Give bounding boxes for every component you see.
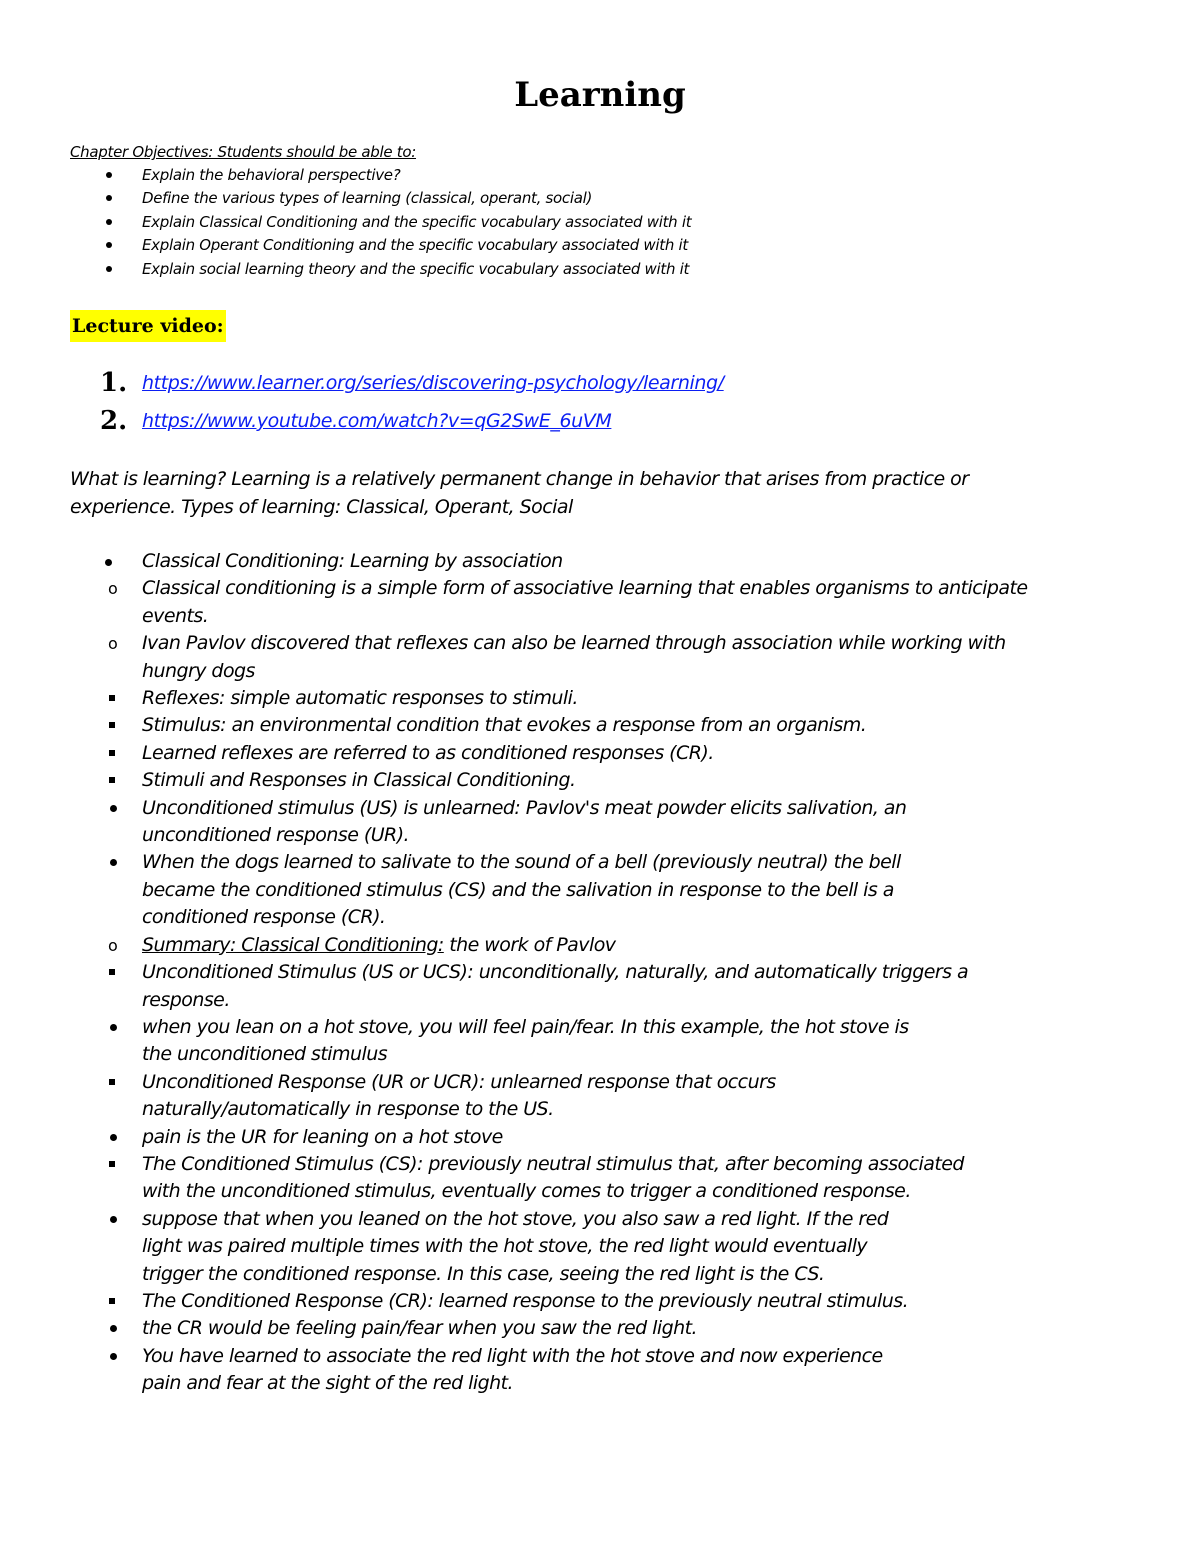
ucs-text: Unconditioned Stimulus (US or UCS): unconditionally, naturally, and automatically triggers a response. (142, 961, 969, 1011)
cs-text: The Conditioned Stimulus (CS): previously neutral stimulus that, after becoming associated with the unconditioned stimulus, eventually comes to trigger a conditioned response. (142, 1152, 964, 1203)
bullet-icon (110, 859, 117, 866)
list-item (142, 1315, 1200, 1342)
stimuli-responses-text: Stimuli and Responses in Classical Conditioning. (142, 769, 576, 792)
ucs-example: when you lean on a hot stove, you will feel pain/fear. In this example, the hot stove is the unconditioned stimulus (142, 1015, 909, 1066)
stimulus-text: Stimulus: an environmental condition that evokes a response from an organism. (142, 714, 867, 737)
youtube-link[interactable]: https://www.youtube.com/watch?v=qG2SwE_6uVM (142, 410, 612, 432)
bullet-icon (110, 1353, 117, 1360)
objective-item: Explain Operant Conditioning and the specific vocabulary associated with it (70, 234, 1130, 257)
circle-bullet-icon: o (108, 579, 118, 599)
learned-reflexes-text: Learned reflexes are referred to as conditioned responses (CR). (142, 741, 714, 764)
cr-text: The Conditioned Response (CR): learned response to the previously neutral stimulus. (142, 1289, 909, 1312)
bullet-icon (110, 1134, 117, 1141)
list-item (72, 932, 1200, 1398)
ucr-text: Unconditioned Response (UR or UCR): unlearned response that occurs naturally/automatically in response to the US. (142, 1070, 776, 1121)
summary-rest: the work of Pavlov (443, 933, 616, 956)
list-item (142, 1288, 1200, 1398)
list-item (72, 630, 1200, 931)
list-item (142, 740, 1200, 767)
sublist (142, 1206, 1200, 1288)
bullet-icon (105, 559, 112, 566)
dogs-text: When the dogs learned to salivate to the sound of a bell (previously neutral) the bell became the conditioned stimulus (CS) and the salivation in response to the bell is a conditioned response (CR). (142, 851, 901, 929)
circle-bullet-icon: o (108, 634, 118, 654)
square-bullet-icon (109, 1298, 115, 1304)
cs-example: suppose that when you leaned on the hot stove, you also saw a red light. If the red light was paired multiple times with the hot stove, the red light would eventually trigger the conditioned response. In this case, seeing the red light is the CS. (142, 1207, 889, 1285)
list-number: 2. (100, 406, 128, 436)
sublist (142, 1124, 1200, 1151)
ucr-example: pain is the UR for leaning on a hot stove (142, 1125, 503, 1148)
summary-line (142, 932, 1042, 959)
bullet-icon (110, 805, 117, 812)
learner-org-link[interactable]: https://www.learner.org/series/discovering-psychology/learning/ (142, 372, 724, 394)
cr-example-1: the CR would be feeling pain/fear when you saw the red light. (142, 1317, 698, 1340)
objective-item: Explain the behavioral perspective? (70, 164, 1130, 187)
lecture-link-item (100, 402, 724, 440)
classical-conditioning-heading: Classical Conditioning: Learning by association (142, 550, 563, 572)
square-bullet-icon (109, 750, 115, 756)
list-item (142, 959, 1200, 1069)
square-bullet-icon (109, 777, 115, 783)
cr-example-2: You have learned to associate the red light with the hot stove and now experience pain and fear at the sight of the red light. (142, 1344, 883, 1395)
objectives-list (70, 164, 1130, 281)
square-bullet-icon (109, 1079, 115, 1085)
reflexes-text: Reflexes: simple automatic responses to stimuli. (142, 687, 578, 710)
square-bullet-icon (109, 969, 115, 975)
bullet-icon (110, 1216, 117, 1223)
summary-label: Summary: Classical Conditioning: (142, 933, 444, 956)
circle-bullet-icon: o (108, 935, 118, 955)
square-bullet-icon (109, 722, 115, 728)
chapter-objectives (70, 141, 1130, 281)
bullet-icon (110, 1024, 117, 1031)
sublist (142, 1315, 1200, 1397)
list-item (0, 548, 1200, 1398)
outline-list (0, 548, 1200, 1398)
objective-item: Define the various types of learning (classical, operant, social) (70, 187, 1130, 210)
list-item (142, 1206, 1200, 1288)
square-bullet-icon (109, 1161, 115, 1167)
objective-item: Explain Classical Conditioning and the specific vocabulary associated with it (70, 211, 1130, 234)
list-item (142, 767, 1200, 931)
pavlov-text: Ivan Pavlov discovered that reflexes can also be learned through association while working with hungry dogs (142, 632, 1006, 682)
list-item (142, 1069, 1200, 1151)
sublist (142, 1014, 1200, 1069)
sublist (142, 795, 1200, 932)
sublist (108, 575, 1200, 1397)
list-item (142, 795, 1200, 850)
intro-paragraph: What is learning? Learning is a relatively permanent change in behavior that arises from practice or experience. Types of learning: Classical, Operant, Social (70, 468, 969, 518)
list-item (142, 1124, 1200, 1151)
page-title: Learning (514, 75, 686, 115)
list-item (142, 849, 1200, 931)
list-number: 1. (100, 368, 128, 398)
objective-item: Explain social learning theory and the specific vocabulary associated with it (70, 258, 1130, 281)
sublist (142, 959, 1200, 1398)
list-item (142, 1343, 1200, 1398)
sublist (142, 685, 1200, 932)
cc-definition: Classical conditioning is a simple form of associative learning that enables organisms to anticipate events. (142, 577, 1028, 627)
lecture-video-heading: Lecture video: (70, 310, 226, 342)
us-text: Unconditioned stimulus (US) is unlearned: Pavlov's meat powder elicits salivation, an unconditioned response (UR). (142, 796, 907, 847)
list-item (72, 575, 1200, 630)
bullet-icon (110, 1325, 117, 1332)
objectives-heading: Chapter Objectives: Students should be able to: (70, 143, 417, 161)
list-item (142, 1014, 1200, 1069)
lecture-link-item (100, 364, 724, 402)
list-item (142, 1151, 1200, 1288)
lecture-links (100, 364, 724, 440)
list-item (142, 712, 1200, 739)
list-item (142, 685, 1200, 712)
square-bullet-icon (109, 695, 115, 701)
